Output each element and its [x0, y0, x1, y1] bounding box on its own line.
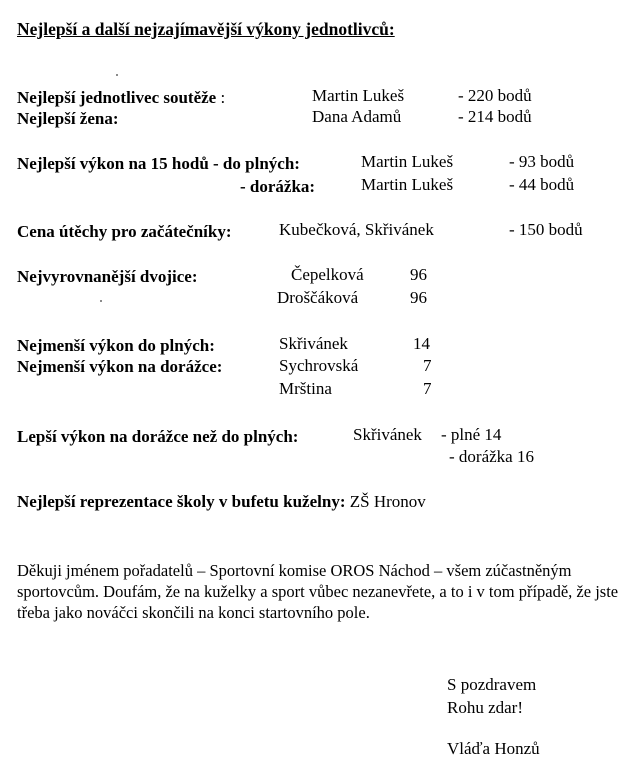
lowest-clear-name-2: Mrština: [279, 379, 332, 398]
lowest-full-label: Nejmenší výkon do plných:: [17, 336, 215, 355]
best-school-label: Nejlepší reprezentace školy v bufetu kuželny:: [17, 492, 346, 511]
better-clear-full: - plné 14: [441, 425, 502, 444]
best-individual-score: - 220 bodů: [458, 86, 532, 105]
best-clear-name: Martin Lukeš: [361, 175, 454, 194]
best-individual-label: Nejlepší jednotlivec soutěže :: [17, 88, 226, 107]
better-clear-name: Skřivánek: [353, 425, 422, 444]
lowest-clear-value-1: 7: [423, 356, 432, 375]
better-clear-clearing: - dorážka 16: [449, 447, 534, 466]
balanced-pair-name-2: Droščáková: [277, 288, 359, 307]
consolation-label: Cena útěchy pro začátečníky:: [17, 222, 232, 241]
best-individual-name: Martin Lukeš: [312, 86, 405, 105]
best-full-score: - 93 bodů: [509, 152, 575, 171]
consolation-names: Kubečková, Skřivánek: [279, 220, 434, 239]
best-clear-label: - dorážka:: [240, 177, 316, 196]
scan-speck: [100, 300, 102, 302]
page-heading: Nejlepší a další nejzajímavější výkony jednotlivců:: [17, 19, 395, 39]
balanced-pair-value-2: 96: [410, 288, 427, 307]
best-full-label: Nejlepší výkon na 15 hodů - do plných:: [17, 154, 300, 173]
best-woman-label: Nejlepší žena:: [17, 109, 119, 128]
consolation-score: - 150 bodů: [509, 220, 583, 239]
lowest-clear-name-1: Sychrovská: [279, 356, 359, 375]
best-full-name: Martin Lukeš: [361, 152, 454, 171]
best-woman-name: Dana Adamů: [312, 107, 402, 126]
best-clear-score: - 44 bodů: [509, 175, 575, 194]
best-woman-score: - 214 bodů: [458, 107, 532, 126]
better-clear-label: Lepší výkon na dorážce než do plných:: [17, 427, 299, 446]
signoff-cheer: Rohu zdar!: [447, 697, 524, 717]
scan-speck: [116, 74, 118, 76]
balanced-pair-label: Nejvyrovnanější dvojice:: [17, 267, 198, 286]
best-school-line: [17, 492, 426, 512]
balanced-pair-value-1: 96: [410, 265, 427, 284]
signoff-greeting: S pozdravem: [447, 675, 537, 694]
lowest-full-name: Skřivánek: [279, 334, 348, 353]
thanks-paragraph: Děkuji jménem pořadatelů – Sportovní komise OROS Náchod – všem zúčastněným sportovcům. Doufám, že na kuželky a sport vůbec nezanevřete, a to i v tom případě, že jste třeba jako nováčci skončili na konci startovního pole.: [17, 561, 619, 623]
lowest-full-value: 14: [413, 334, 430, 353]
lowest-clear-value-2: 7: [423, 379, 432, 398]
signoff-block: [447, 674, 540, 761]
lowest-clear-label: Nejmenší výkon na dorážce:: [17, 357, 223, 376]
balanced-pair-name-1: Čepelková: [291, 265, 364, 284]
best-school-value: ZŠ Hronov: [349, 492, 426, 511]
signoff-signature: Vláďa Honzů: [447, 738, 540, 758]
